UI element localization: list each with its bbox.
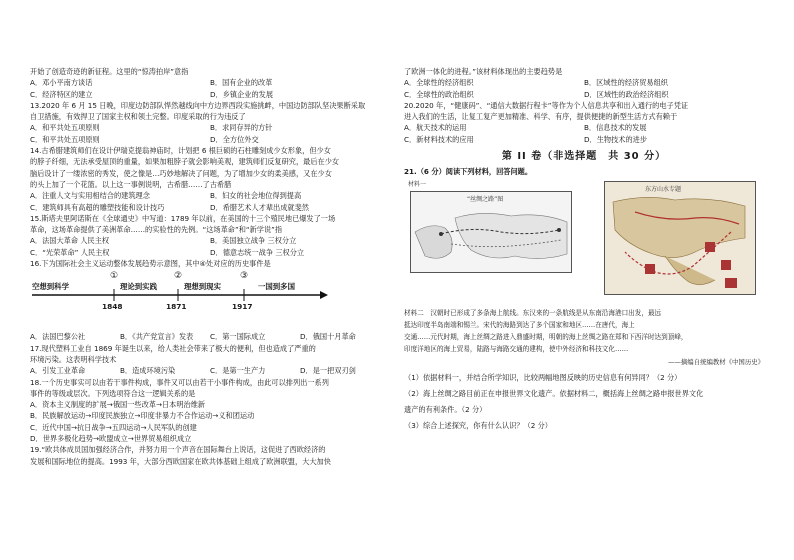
- timeline-stage-3: 理想到现实: [184, 282, 221, 292]
- maritime-route-map: [604, 181, 756, 295]
- q18-line2: 事件的等级或层次。下列选项符合这一逻辑关系的是: [30, 388, 196, 398]
- q18-option-a: A．资本主义制度的扩展→俄国一些改革→日本明治维新: [30, 400, 206, 410]
- option-a: A．全球性的经济组织: [404, 78, 474, 88]
- q16-line: 16.下为国际社会主义运动整体发展趋势示意图，其中④处对应的历史事件是: [30, 259, 271, 269]
- q20-options: [404, 122, 764, 133]
- option-b: B．区域性的经济贸易组织: [584, 78, 668, 88]
- q20-options-row2: [404, 134, 764, 145]
- q15-options: [30, 235, 390, 246]
- q17-line1: 17.现代塑料工业自 1869 年诞生以来，给人类社会带来了极大的便利，但也造成了严重的: [30, 343, 316, 353]
- q12-options: [30, 77, 390, 88]
- timeline-mark-1: ①: [110, 271, 119, 282]
- q14-line2: 的脖子纤细，无法承受屋顶的重量，如果加粗脖子就会影响美观，建筑师们反复研究，最后在少女: [30, 157, 340, 167]
- option-c: C．新材料技术的应用: [404, 134, 474, 144]
- q14-options: [30, 190, 390, 201]
- option-b: B．信息技术的发展: [584, 123, 647, 133]
- q18-option-c: C．近代中国→抗日战争→五四运动→人民军队的创建: [30, 422, 197, 432]
- option-a: A．法国大革命 人民主权: [30, 236, 110, 246]
- sub-question-2-line2: 遗产的有利条件。（2 分）: [404, 404, 487, 414]
- timeline-year-2: 1871: [166, 302, 187, 312]
- option-d: D．乡镇企业的发展: [210, 89, 274, 99]
- option-c: C．是第一生产力: [210, 366, 266, 376]
- maritime-map-title: 东方山水专题: [645, 186, 682, 194]
- timeline-mark-3: ③: [240, 271, 249, 282]
- material-two-line1: 材料二 汉朝时已形成了多条海上航线。东汉来的一条航线是从东南沿海港口出发，最远: [404, 309, 662, 318]
- option-a: A．航天技术的运用: [404, 123, 467, 133]
- option-b: B．求同存异的方针: [210, 123, 273, 133]
- q15-line2: 革命，这场革命提供了美洲革命……的实验性的先例。“这场革命”和“新学说”指: [30, 225, 283, 235]
- q19-tail: 了欧洲一体化的进程。”该材料体现出的主要趋势是: [404, 67, 563, 76]
- material-one-label: 材料一: [408, 181, 427, 189]
- q21-heading: 21.（6 分）阅读下列材料，回答问题。: [404, 167, 533, 177]
- material-two-line4: 印度洋地区的海上贸易，陆路与海路交通的建构，使中外经济和科技文化……: [404, 345, 629, 354]
- q20-line2: 进入我们的生活，让复工复产更加精准、科学、有序，提供便捷的新型生活方式有赖于: [404, 112, 678, 122]
- socialism-timeline-diagram: [30, 271, 390, 329]
- option-c: C．“光荣革命” 人民主权: [30, 247, 110, 257]
- option-c: C．和平共处五项原则: [30, 134, 100, 144]
- option-d: D．俄国十月革命: [300, 332, 356, 342]
- timeline-stage-4: 一国到多国: [258, 282, 295, 292]
- option-a: A．和平共处五项原则: [30, 123, 100, 133]
- q18-line1: 18.一个历史事实可以由若干事件构成，事件又可以由若干小事件构成，由此可以排列出一系列: [30, 377, 329, 387]
- timeline-year-1: 1848: [102, 302, 123, 312]
- q13-line1: 13.2020 年 6 月 15 日晚，印度边防部队悍然越线向中方边界西段实施挑衅，中国边防部队坚决果断采取: [30, 100, 366, 110]
- material-two-line2: 抵达印度半岛南端和锡兰。宋代的海路到达了多个国家和地区……在唐代，海上: [404, 321, 635, 330]
- option-a: A．法国巴黎公社: [30, 332, 86, 342]
- q19-line2: 发展和国际地位的提高。1993 年，大部分西欧国家在欧共体基础上组成了欧洲联盟，大大加快: [30, 456, 331, 466]
- right-column: [404, 66, 764, 433]
- timeline-stage-2: 理论到实践: [120, 282, 157, 292]
- option-c: C．第一国际成立: [210, 332, 266, 342]
- silk-road-map: [410, 191, 572, 273]
- option-d: D．区域性的政治经济组织: [584, 89, 669, 99]
- timeline-year-3: 1917: [232, 302, 253, 312]
- q12-tail: 开始了创造奇迹的新征程。这里的“惊涛拍岸”意指: [30, 67, 189, 76]
- q16-options: [30, 331, 390, 342]
- q13-options: [30, 122, 390, 133]
- silk-road-map-title: “丝绸之路”图: [467, 196, 504, 204]
- maritime-map-graphic: [605, 182, 755, 294]
- q15-options-row2: [30, 247, 390, 258]
- option-b: B．美国独立战争 三权分立: [210, 236, 297, 246]
- option-b: B．《共产党宣言》发表: [120, 332, 194, 342]
- q15-line1: 15.斯塔夫里阿诺斯在《全球通史》中写道：1789 年以前，在美国的十三个殖民地已爆发了一场: [30, 213, 336, 223]
- sub-question-3: （3）综合上述探究，你有什么认识？（2 分）: [404, 420, 552, 430]
- q17-options: [30, 365, 390, 376]
- option-b: B．造成环境污染: [120, 366, 176, 376]
- option-d: D．希腊艺术人才辈出成就斐然: [210, 202, 309, 212]
- option-d: D．德意志统一战争 三权分立: [210, 247, 305, 257]
- q13-options-row2: [30, 134, 390, 145]
- q14-line4: 的头上加了一个花篮。以上这一事例说明，古希腊……了古希腊: [30, 179, 232, 189]
- option-d: D．全方位外交: [210, 134, 259, 144]
- q14-options-row2: [30, 202, 390, 213]
- q18-option-b: B．民族解放运动→印度民族独立→印度非暴力不合作运动→义和团运动: [30, 411, 255, 421]
- q18-option-d: D．世界多极化趋势→欧盟成立→世界贸易组织成立: [30, 434, 192, 444]
- option-a: A．引发工业革命: [30, 366, 86, 376]
- option-c: C．全球性的政治组织: [404, 89, 474, 99]
- q17-line2: 环境污染。这表明科学技术: [30, 354, 117, 364]
- q12-options-row2: [30, 89, 390, 100]
- option-b: B．妇女的社会地位得到提高: [210, 191, 302, 201]
- sub-question-2-line1: （2）海上丝绸之路目前正在申报世界文化遗产。依据材料二，概括海上丝绸之路申报世界文化: [404, 388, 704, 398]
- option-a: A．注重人文与实用相结合的建筑理念: [30, 191, 150, 201]
- q19-options-row2: [404, 89, 764, 100]
- sub-question-1: （1）依据材料一，并结合所学知识，比较两幅地图反映的历史信息有何异同？（2 分）: [404, 372, 682, 382]
- q19-options: [404, 77, 764, 88]
- option-c: C．建筑师具有高超的雕塑技能和设计技巧: [30, 202, 165, 212]
- q14-line1: 14.古希腊建筑师们在设计伊瑞克提翁神庙时，计划把 6 根巨硕的石柱雕刻成少女形象，但少女: [30, 146, 331, 156]
- material-source: ——摘编自统编教材《中国历史》: [668, 358, 764, 367]
- option-d: D．是一把双刃剑: [300, 366, 356, 376]
- section-title: 第 II 卷（非选择题 共 30 分）: [501, 151, 667, 163]
- option-a: A．邓小平南方谈话: [30, 78, 93, 88]
- material-one-figures: [404, 179, 764, 297]
- option-d: D．生物技术的进步: [584, 134, 648, 144]
- option-b: B．国有企业的改革: [210, 78, 273, 88]
- material-two: [404, 307, 764, 355]
- material-two-line3: 交通……元代时期，海上丝绸之路进入鼎盛时期，明朝的海上丝绸之路在郑和下西洋时达到顶峰，: [404, 333, 688, 342]
- timeline-mark-2: ②: [174, 271, 183, 282]
- q13-line2: 自卫措施，有效捍卫了国家主权和领土完整。印度采取的行为违反了: [30, 112, 246, 122]
- left-column: [30, 66, 390, 467]
- option-c: C．经济特区的建立: [30, 89, 93, 99]
- q19-line1: 19.“欧共体成员国加强经济合作，并努力用一个声音在国际舞台上说话，这促进了西欧经济的: [30, 445, 326, 455]
- timeline-stage-1: 空想到科学: [32, 282, 69, 292]
- q20-line1: 20.2020 年，“健康码”、“通信大数据行程卡”等作为个人信息共享和出入通行的电子凭证: [404, 100, 689, 110]
- q14-line3: 脑后设计了一缕浓密的秀发，使之像是…巧妙地解决了问题，为了增加少女的柔美感，又在少女: [30, 168, 332, 178]
